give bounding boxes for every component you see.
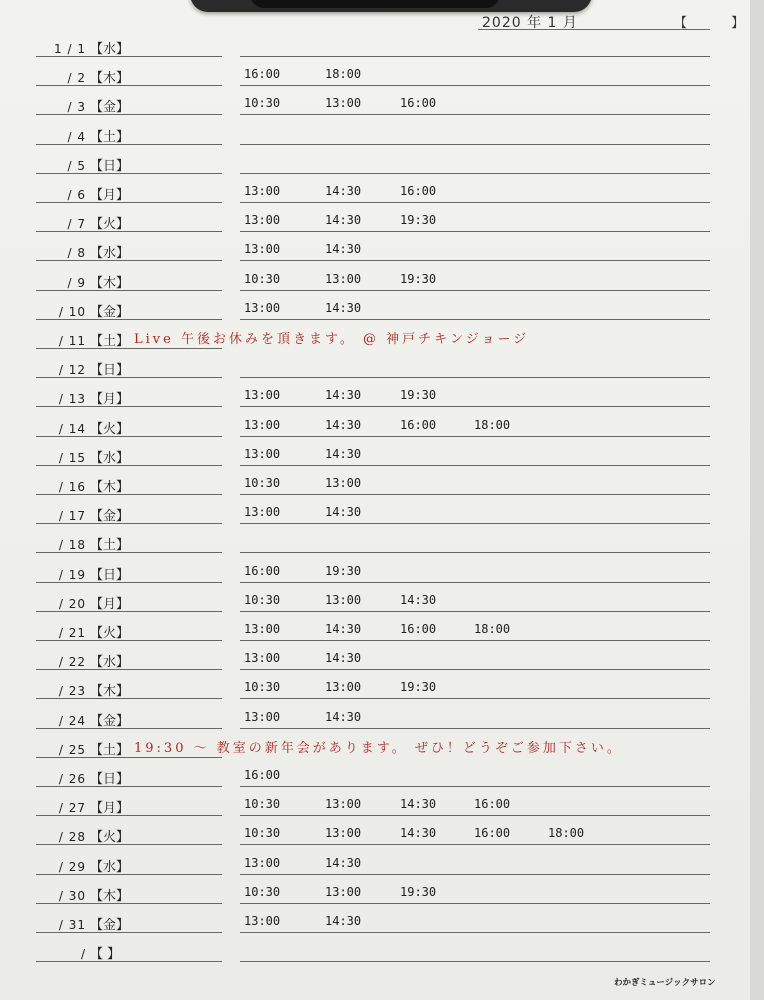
weekday: 【月】 (90, 801, 130, 817)
schedule-row (0, 378, 750, 407)
lesson-time: 14:30 (325, 651, 362, 666)
weekday: 【金】 (90, 304, 130, 320)
lesson-time: 14:30 (325, 184, 362, 198)
weekday: 【土】 (90, 742, 130, 758)
date-cell (40, 301, 129, 320)
lesson-time: 13:00 (244, 417, 281, 432)
schedule-row (0, 203, 750, 232)
schedule-row (0, 554, 750, 583)
lesson-time: 16:00 (244, 563, 281, 578)
date-cell (40, 680, 129, 699)
weekday: 【日】 (90, 772, 130, 787)
lesson-time: 18:00 (474, 417, 511, 432)
weekday: 【土】 (90, 129, 130, 145)
lesson-time: 16:00 (400, 417, 437, 432)
date-cell (40, 710, 129, 729)
date-cell (40, 768, 129, 787)
weekday: 【木】 (90, 71, 130, 87)
schedule-row (0, 758, 750, 787)
weekday: 【水】 (90, 42, 130, 57)
lesson-time: 16:00 (244, 768, 281, 782)
lesson-time: 13:00 (244, 446, 281, 461)
lesson-time: 13:00 (325, 884, 362, 899)
date-cell (40, 826, 129, 845)
lesson-time: 13:00 (325, 797, 362, 812)
lesson-time: 13:00 (244, 709, 281, 724)
schedule-row (0, 787, 750, 816)
schedule-row (0, 700, 750, 729)
schedule-row (0, 28, 750, 57)
lesson-time: 13:00 (244, 505, 281, 520)
date-number: / 25 (58, 742, 86, 757)
lesson-time: 14:30 (325, 417, 362, 432)
lesson-time: 10:30 (244, 884, 281, 899)
lesson-time: 14:30 (325, 388, 362, 403)
weekday: 【土】 (90, 538, 130, 554)
date-cell (40, 739, 129, 758)
lesson-time: 13:00 (325, 96, 362, 111)
lesson-time: 18:00 (548, 826, 585, 841)
lesson-time: 10:30 (244, 476, 281, 490)
date-cell (40, 330, 129, 349)
date-number: / 14 (58, 421, 86, 436)
lesson-time: 19:30 (400, 213, 437, 228)
lesson-time: 14:30 (325, 213, 362, 228)
weekday: 【土】 (90, 334, 130, 349)
schedule-row (0, 145, 750, 174)
date-cell (40, 184, 129, 203)
weekday: 【木】 (90, 888, 130, 904)
lesson-time: 13:00 (244, 184, 281, 198)
lesson-time: 13:00 (244, 855, 281, 870)
lesson-time: 13:00 (325, 680, 362, 695)
date-number: / 15 (58, 450, 86, 465)
lesson-time: 14:30 (400, 826, 437, 841)
lesson-time: 19:30 (325, 563, 362, 578)
schedule-row (0, 846, 750, 875)
date-cell (40, 622, 129, 641)
date-cell (40, 856, 129, 875)
date-cell (40, 67, 129, 86)
date-number: / 29 (58, 859, 86, 874)
date-cell (40, 943, 120, 962)
schedule-row (0, 408, 750, 437)
weekday: 【水】 (90, 859, 130, 875)
schedule-row (0, 86, 750, 115)
lesson-time: 19:30 (400, 271, 437, 286)
weekday: 【水】 (90, 246, 130, 262)
date-number: / 9 (67, 275, 86, 290)
lesson-time: 10:30 (244, 680, 281, 695)
lesson-time: 18:00 (325, 67, 362, 82)
weekday: 【火】 (90, 830, 130, 846)
date-number: / 23 (58, 684, 86, 699)
schedule-row (0, 57, 750, 86)
weekday: 【月】 (90, 392, 130, 408)
lesson-time: 13:00 (244, 213, 281, 228)
weekday: 【金】 (90, 509, 130, 525)
date-number: / 26 (58, 772, 86, 786)
date-number: / 24 (58, 713, 86, 728)
schedule-row (0, 262, 750, 291)
lesson-time: 14:30 (325, 622, 362, 636)
date-cell (40, 418, 129, 437)
date-cell (40, 96, 129, 115)
lesson-time: 16:00 (400, 622, 437, 636)
lesson-time: 18:00 (474, 622, 511, 636)
lesson-time: 16:00 (400, 96, 437, 111)
date-cell (40, 388, 129, 407)
schedule-row (0, 320, 750, 349)
schedule-row (0, 495, 750, 524)
date-cell (40, 126, 129, 145)
lesson-time: 14:30 (325, 505, 362, 520)
weekday: 【木】 (90, 275, 130, 291)
date-number: / 21 (58, 626, 86, 640)
lesson-time: 14:30 (325, 300, 362, 315)
date-cell (40, 38, 129, 57)
date-cell (40, 213, 129, 232)
lesson-time: 16:00 (244, 67, 281, 82)
weekday: 【木】 (90, 480, 130, 495)
schedule-row (0, 933, 750, 962)
lesson-time: 13:00 (244, 388, 281, 403)
lesson-time: 14:30 (325, 855, 362, 870)
date-number: / 17 (58, 509, 86, 524)
schedule-row (0, 524, 750, 553)
date-number: / 4 (67, 129, 86, 144)
schedule-row (0, 612, 750, 641)
lesson-time: 14:30 (325, 914, 362, 928)
date-cell (40, 534, 129, 553)
schedule-row (0, 583, 750, 612)
lesson-time: 19:30 (400, 388, 437, 403)
lesson-time: 13:00 (325, 592, 362, 607)
date-number: / (80, 947, 86, 962)
lesson-time: 13:00 (325, 826, 362, 841)
schedule-row (0, 904, 750, 933)
lesson-time: 10:30 (244, 96, 281, 111)
schedule-row (0, 291, 750, 320)
weekday: 【水】 (90, 450, 130, 466)
lesson-time: 16:00 (474, 797, 511, 812)
weekday: 【金】 (90, 713, 130, 729)
date-cell (40, 593, 129, 612)
lesson-time: 10:30 (244, 797, 281, 812)
date-number: / 28 (58, 830, 86, 845)
lesson-time: 14:30 (400, 592, 437, 607)
schedule-row (0, 437, 750, 466)
weekday: 【 】 (90, 947, 121, 963)
schedule-row (0, 174, 750, 203)
lesson-time: 16:00 (400, 184, 437, 198)
lesson-time: 19:30 (400, 680, 437, 695)
date-number: / 16 (58, 480, 86, 494)
date-number: / 2 (67, 71, 86, 86)
schedule-row (0, 116, 750, 145)
lesson-time: 13:00 (244, 914, 281, 928)
weekday: 【木】 (90, 684, 130, 700)
schedule-row (0, 349, 750, 378)
brand-footer: わかぎミュージックサロン (614, 978, 716, 988)
lesson-time: 14:30 (325, 446, 362, 461)
lesson-time: 13:00 (244, 651, 281, 666)
event-note: 19:30 ～ 教室の新年会があります。 ぜひ！どうぞご参加下さい。 (134, 740, 623, 756)
lesson-time: 13:00 (244, 242, 281, 257)
entry-rule (240, 961, 710, 962)
lesson-time: 13:00 (244, 622, 281, 636)
lesson-time: 14:30 (400, 797, 437, 812)
date-rule (36, 961, 222, 962)
date-number: / 19 (58, 567, 86, 582)
schedule-row (0, 232, 750, 261)
lesson-time: 13:00 (325, 476, 362, 490)
weekday: 【月】 (90, 188, 130, 203)
lesson-time: 14:30 (325, 242, 362, 257)
date-number: / 18 (58, 538, 86, 553)
date-number: / 31 (58, 918, 86, 932)
heading-bracket: 【 】 (674, 16, 764, 31)
weekday: 【火】 (90, 217, 130, 233)
weekday: 【日】 (90, 363, 130, 379)
schedule-row (0, 466, 750, 495)
lesson-time: 19:30 (400, 884, 437, 899)
weekday: 【月】 (90, 596, 130, 612)
date-cell (40, 914, 129, 933)
date-cell (40, 885, 129, 904)
clipboard-clip-ring (250, 0, 500, 8)
date-number: / 12 (58, 363, 86, 378)
weekday: 【金】 (90, 918, 130, 933)
weekday: 【水】 (90, 655, 130, 671)
event-note: Live 午後お休みを頂きます。 @ 神戸チキンジョージ (134, 332, 530, 347)
month-heading: 2020 年 1 月 (482, 15, 578, 31)
lesson-time: 10:30 (244, 271, 281, 286)
date-cell (40, 476, 129, 495)
date-cell (40, 242, 129, 261)
date-cell (40, 155, 129, 174)
lesson-time: 10:30 (244, 826, 281, 841)
date-number: / 13 (58, 392, 86, 407)
date-cell (40, 272, 129, 291)
date-number: / 8 (67, 246, 86, 261)
date-cell (40, 651, 129, 670)
date-number: / 6 (67, 188, 86, 202)
date-cell (40, 564, 129, 583)
date-number: / 3 (67, 100, 86, 115)
lesson-time: 13:00 (244, 300, 281, 315)
date-number: / 20 (58, 596, 86, 611)
schedule-row (0, 641, 750, 670)
lesson-time: 10:30 (244, 592, 281, 607)
date-cell (40, 359, 129, 378)
date-number: / 5 (67, 158, 86, 173)
lesson-time: 13:00 (325, 271, 362, 286)
schedule-row (0, 875, 750, 904)
schedule-row (0, 670, 750, 699)
date-number: / 10 (58, 304, 86, 319)
lesson-time: 14:30 (325, 709, 362, 724)
date-cell (40, 505, 129, 524)
date-cell (40, 797, 129, 816)
lesson-time: 16:00 (474, 826, 511, 841)
date-number: / 22 (58, 655, 86, 670)
weekday: 【日】 (90, 158, 130, 174)
date-number: / 27 (58, 801, 86, 816)
schedule-row (0, 729, 750, 758)
weekday: 【火】 (90, 421, 130, 437)
date-number: / 11 (58, 334, 86, 348)
date-cell (40, 447, 129, 466)
weekday: 【金】 (90, 100, 130, 116)
weekday: 【火】 (90, 626, 130, 641)
schedule-row (0, 816, 750, 845)
date-number: / 7 (67, 217, 86, 232)
weekday: 【日】 (90, 567, 130, 583)
date-number: 1 / 1 (54, 42, 86, 56)
date-number: / 30 (58, 888, 86, 903)
